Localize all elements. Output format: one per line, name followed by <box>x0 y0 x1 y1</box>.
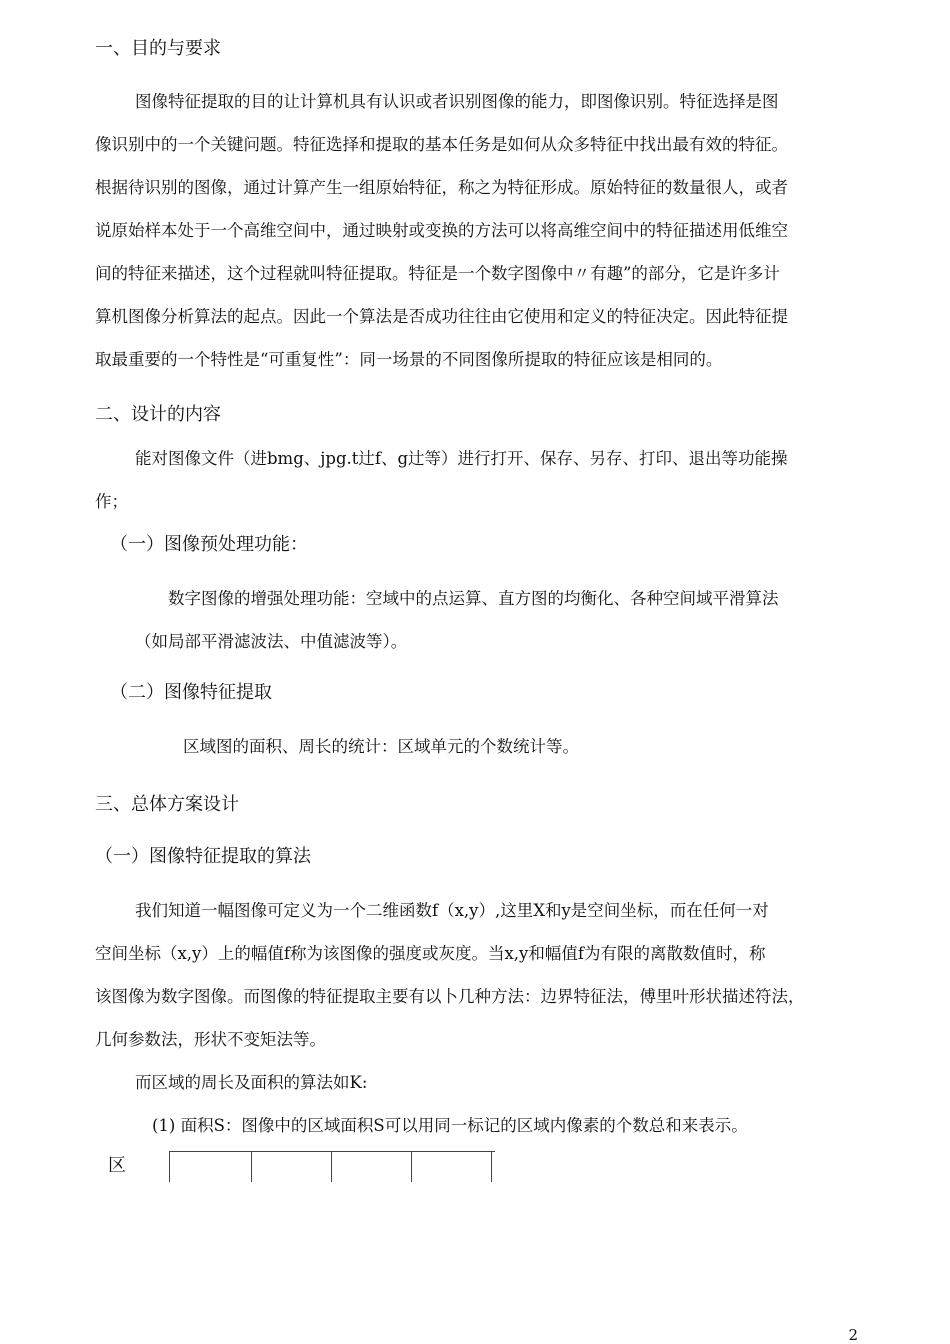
paragraph-line: 该图像为数字图像。而图像的特征提取主要有以卜几种方法：边界特征法，傅里叶形状描述符法， <box>95 987 805 1006</box>
area-definition-item: (1) 面积S：图像中的区域面积S可以用同一标记的区域内像素的个数总和来表示。 <box>152 1116 748 1135</box>
subsection-heading-feature-extraction: （二）图像特征提取 <box>110 682 272 703</box>
paragraph-line: 根据待识别的图像，通过计算产生一组原始特征，称之为特征形成。原始特征的数量很人，或者 <box>95 178 788 197</box>
paragraph-line: 说原始样本处于一个高维空间中，通过映射或变换的方法可以将高维空间中的特征描述用低维空 <box>95 221 788 240</box>
paragraph-line: 像识别中的一个关键问题。特征选择和提取的基本任务是如何从众多特征中找出最有效的特征。 <box>95 135 788 154</box>
subsection-heading-algorithm: （一）图像特征提取的算法 <box>95 846 311 867</box>
section-2-heading: 二、设计的内容 <box>95 404 221 425</box>
region-label: 区 <box>108 1155 126 1176</box>
paragraph-line: 间的特征来描述，这个过程就叫特征提取。特征是一个数字图像中〃有趣”的部分，它是许多计 <box>95 264 780 283</box>
section-3-heading: 三、总体方案设计 <box>95 794 239 815</box>
grid-cell <box>170 1152 252 1182</box>
preprocessing-paragraph <box>95 577 779 663</box>
grid-cell <box>412 1152 492 1182</box>
grid-cell <box>332 1152 412 1182</box>
section-1-heading: 一、目的与要求 <box>95 38 221 59</box>
paragraph-line: 图像特征提取的目的让计算机具有认识或者识别图像的能力，即图像识别。特征选择是图 <box>135 92 779 111</box>
paragraph-line: 数字图像的增强处理功能：空域中的点运算、直方图的均衡化、各种空间域平滑算法 <box>168 589 779 608</box>
paragraph-line: 我们知道一幅图像可定义为一个二维函数f（x,y）,这里X和y是空间坐标，而在任何一对 <box>135 901 769 920</box>
algorithm-paragraph <box>95 889 805 1061</box>
section-1-paragraph <box>95 80 788 381</box>
feature-extraction-text: 区域图的面积、周长的统计：区域单元的个数统计等。 <box>183 737 579 756</box>
grid-cell <box>252 1152 332 1182</box>
subsection-heading-preprocessing: （一）图像预处理功能： <box>110 534 308 555</box>
paragraph-line: 取最重要的一个特性是“可重复性”：同一场景的不同图像所提取的特征应该是相同的。 <box>95 350 723 369</box>
paragraph-line: 几何参数法，形状不变矩法等。 <box>95 1030 326 1049</box>
region-grid <box>169 1151 495 1182</box>
paragraph-line: 能对图像文件（进bmg、jpg.t辻f、g辻等）进行打开、保存、另存、打印、退出等功能操 <box>135 449 788 468</box>
paragraph-line: （如局部平滑滤波法、中值滤波等）。 <box>135 632 408 651</box>
page-number: 2 <box>848 1326 858 1344</box>
section-2-paragraph <box>95 437 788 523</box>
paragraph-line: 作； <box>95 492 128 511</box>
paragraph-line: 算机图像分析算法的起点。因此一个算法是否成功往往由它使用和定义的特征决定。因此特征提 <box>95 307 788 326</box>
algorithm-intro: 而区域的周长及面积的算法如K: <box>135 1073 368 1092</box>
paragraph-line: 空间坐标（x,y）上的幅值f称为该图像的强度或灰度。当x,y和幅值f为有限的离散数值时，称 <box>95 944 766 963</box>
